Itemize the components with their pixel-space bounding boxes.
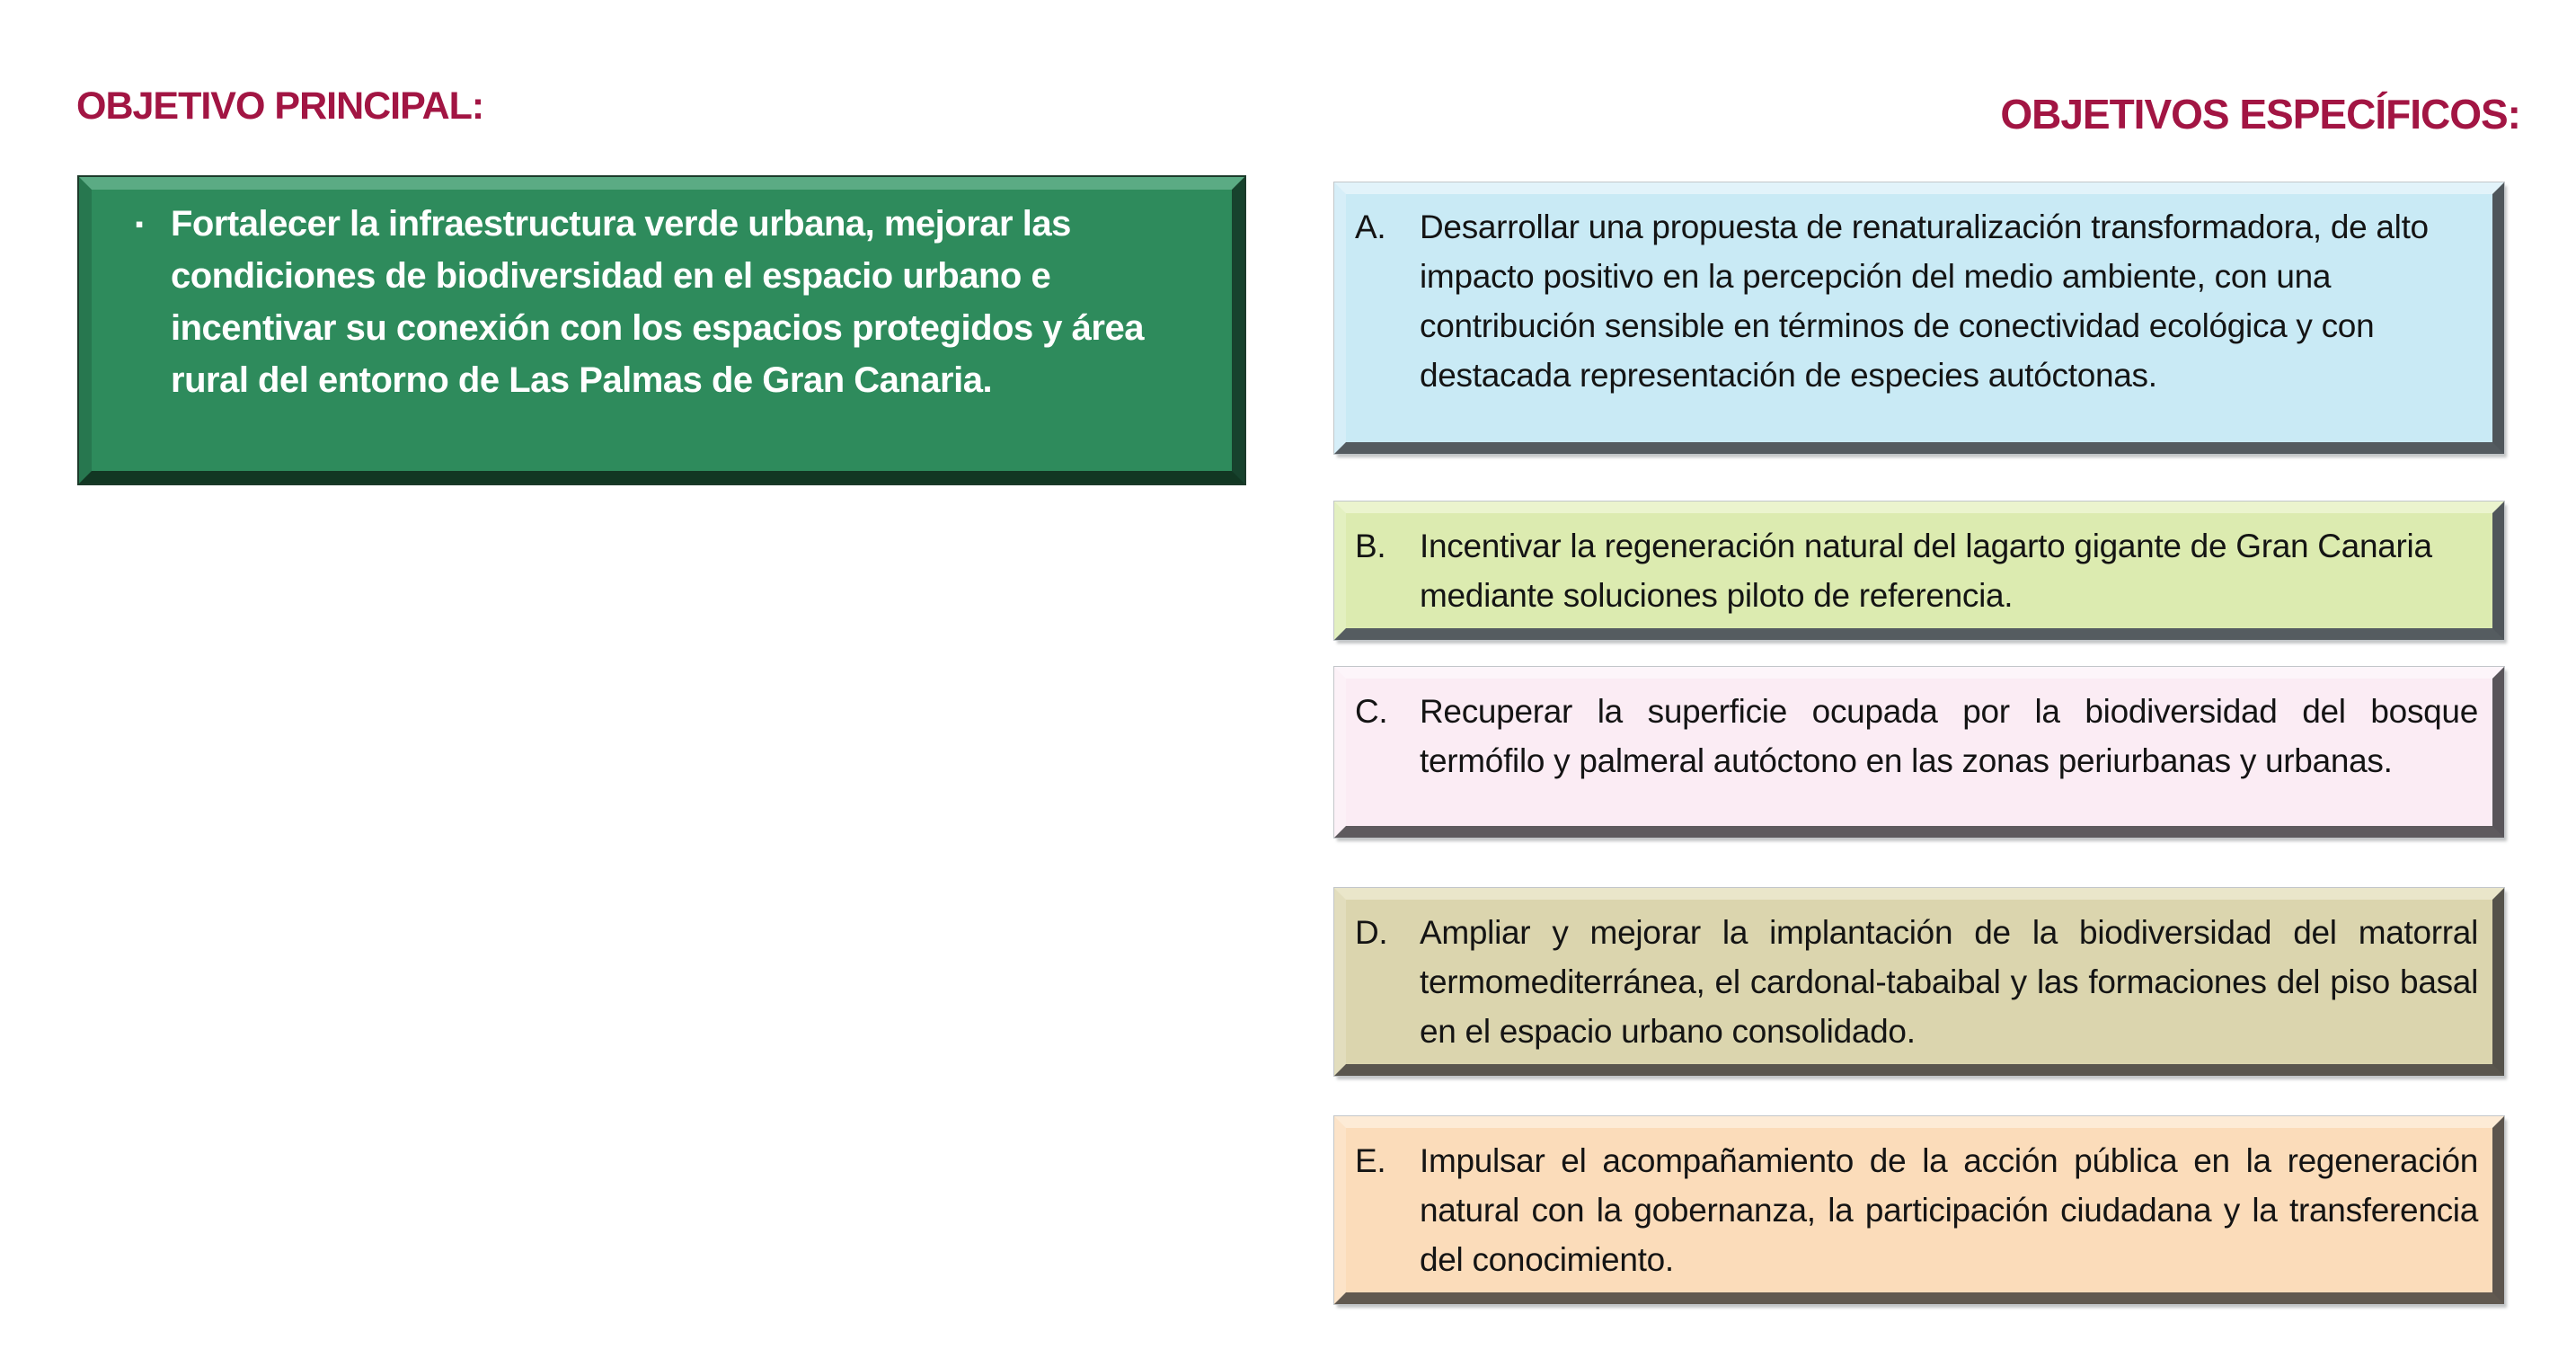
objective-item-e xyxy=(1334,1116,2504,1304)
objective-item-d-text: Ampliar y mejorar la implantación de la biodiversidad del matorral termomediterránea, el cardonal-tabaibal y las formaciones del piso basal en el espacio urbano consolidado. xyxy=(1420,914,2478,1050)
main-objective-text: Fortalecer la infraestructura verde urbana, mejorar las condiciones de biodiversidad en el espacio urbano e incentivar su conexión con los espacios protegidos y área rural del entorno de Las Palmas de Gran Canaria. xyxy=(171,204,1144,400)
objective-item-d-letter: D. xyxy=(1355,914,1388,951)
objective-item-a-text: Desarrollar una propuesta de renaturalización transformadora, de alto impacto positivo en la percepción del medio ambiente, con una contribución sensible en términos de conectividad ecológica y con destacada representación de especies autóctonas. xyxy=(1420,209,2429,394)
objective-item-b-letter: B. xyxy=(1355,528,1386,564)
objective-item-e-text: Impulsar el acompañamiento de la acción pública en la regeneración natural con la gobernanza, la participación ciudadana y la transferencia del conocimiento. xyxy=(1420,1142,2478,1278)
bullet-square-icon: ▪ xyxy=(135,210,144,237)
objective-item-c xyxy=(1334,667,2504,838)
specific-objectives-heading: OBJETIVOS ESPECÍFICOS: xyxy=(2000,91,2520,138)
objective-item-a-letter: A. xyxy=(1355,209,1386,245)
main-objective-box xyxy=(79,177,1244,484)
objective-item-b xyxy=(1334,502,2504,640)
objective-item-b-text: Incentivar la regeneración natural del lagarto gigante de Gran Canaria mediante soluciones piloto de referencia. xyxy=(1420,528,2432,614)
objective-item-c-text: Recuperar la superficie ocupada por la biodiversidad del bosque termófilo y palmeral autóctono en las zonas periurbanas y urbanas. xyxy=(1420,693,2478,779)
objective-item-e-letter: E. xyxy=(1355,1142,1386,1179)
objective-item-c-letter: C. xyxy=(1355,693,1388,730)
main-objective-heading: OBJETIVO PRINCIPAL: xyxy=(76,84,484,128)
objective-item-a xyxy=(1334,182,2504,454)
objective-item-d xyxy=(1334,888,2504,1076)
